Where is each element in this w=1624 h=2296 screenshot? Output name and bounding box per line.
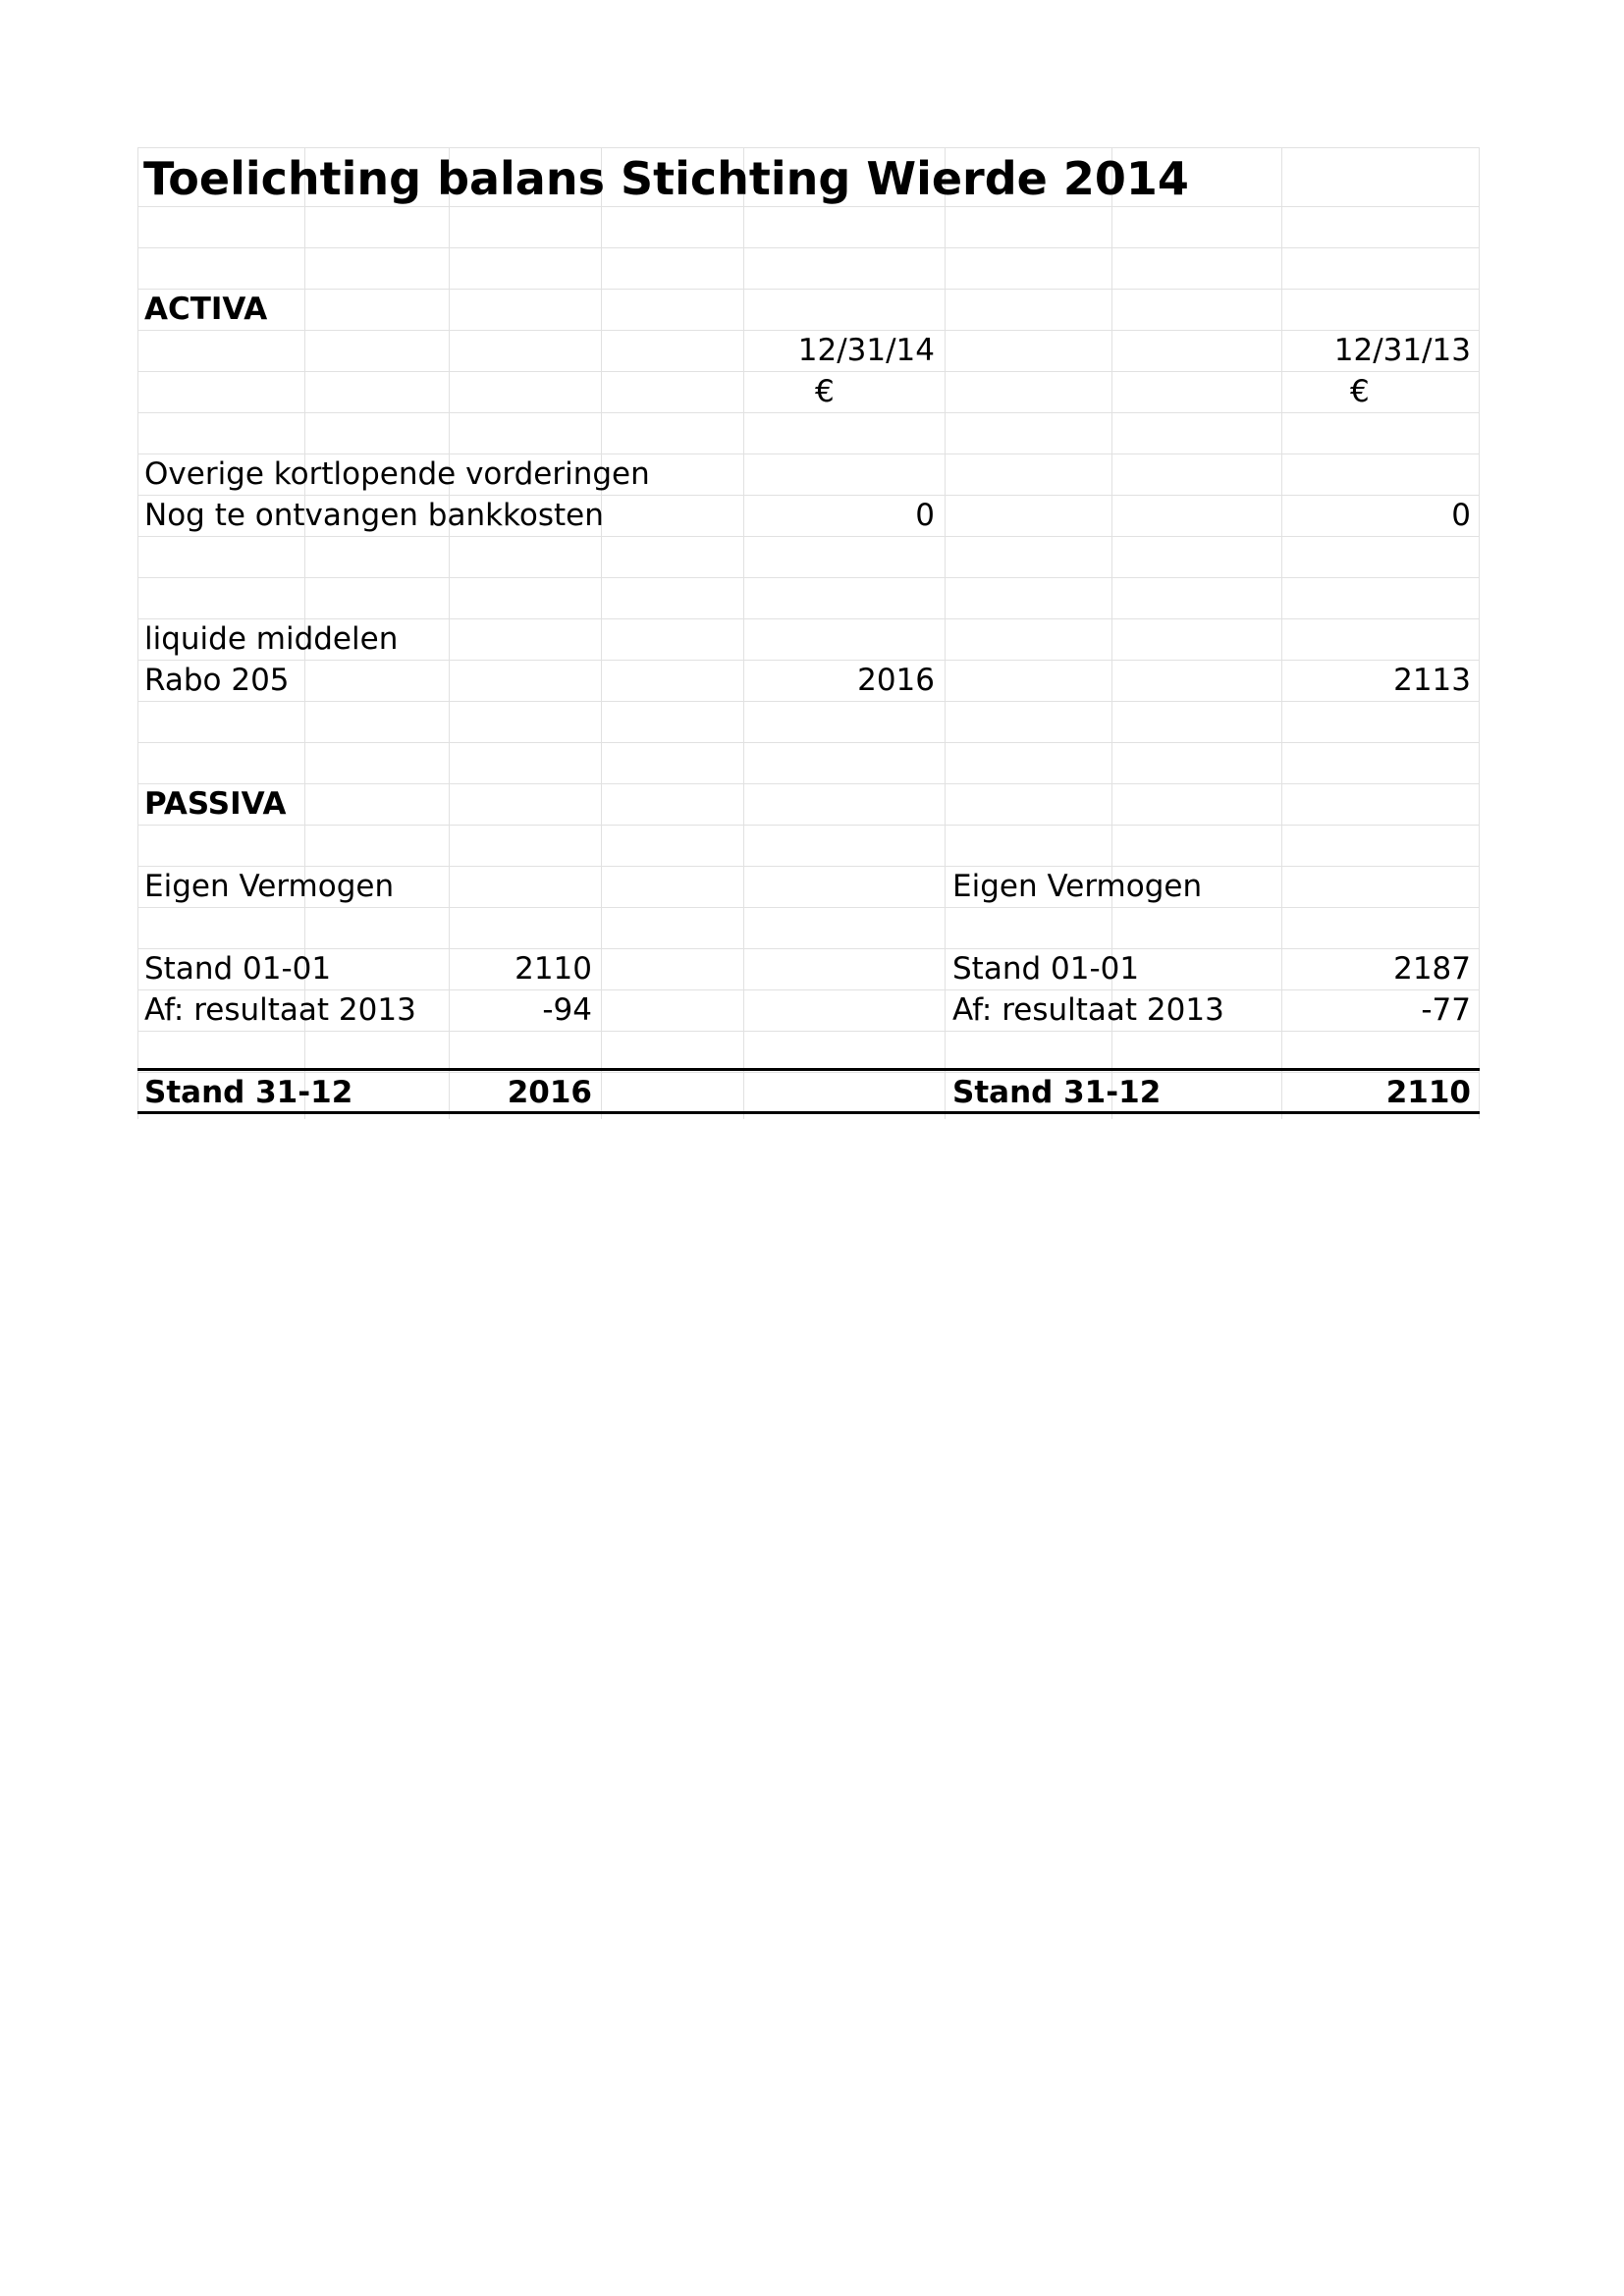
liquid-heading: liquide middelen [144,621,399,657]
closing-label-2014: Stand 31-12 [144,1075,353,1110]
grid-line [137,825,1480,826]
grid-line [1479,147,1480,1119]
activa-heading: ACTIVA [144,292,268,327]
currency-2013: € [1350,374,1370,409]
grid-line [601,147,602,1119]
grid-line [137,701,1480,702]
grid-line [137,289,1480,290]
result-label-2014: Af: resultaat 2013 [144,992,416,1028]
liquid-value-2013: 2113 [1393,663,1471,698]
total-border-top [137,1068,1480,1071]
grid-line [137,536,1480,537]
closing-value-2014: 2016 [507,1075,592,1110]
currency-2014: € [815,374,835,409]
grid-line [137,948,1480,949]
equity-heading-2013: Eigen Vermogen [952,869,1203,904]
page-title: Toelichting balans Stichting Wierde 2014 [143,152,1189,205]
date-2013: 12/31/13 [1333,333,1471,368]
opening-value-2014: 2110 [514,951,592,987]
passiva-heading: PASSIVA [144,786,287,822]
grid-line [137,247,1480,248]
grid-line [137,577,1480,578]
result-label-2013: Af: resultaat 2013 [952,992,1224,1028]
liquid-value-2014: 2016 [857,663,935,698]
liquid-label: Rabo 205 [144,663,290,698]
grid-line [137,147,138,1119]
spreadsheet [137,147,1480,1119]
opening-label-2013: Stand 01-01 [952,951,1140,987]
receivables-value-2014: 0 [915,498,935,533]
closing-label-2013: Stand 31-12 [952,1075,1162,1110]
grid-line [743,147,744,1119]
grid-line [137,147,1480,148]
result-value-2014: -94 [542,992,592,1028]
grid-line [137,371,1480,372]
equity-heading-2014: Eigen Vermogen [144,869,395,904]
opening-value-2013: 2187 [1393,951,1471,987]
result-value-2013: -77 [1421,992,1471,1028]
closing-value-2013: 2110 [1385,1075,1471,1110]
grid-line [137,742,1480,743]
grid-line [137,1031,1480,1032]
grid-line [137,412,1480,413]
receivables-label: Nog te ontvangen bankkosten [144,498,604,533]
opening-label-2014: Stand 01-01 [144,951,332,987]
grid-line [137,783,1480,784]
date-2014: 12/31/14 [797,333,935,368]
grid-line [945,147,946,1119]
receivables-value-2013: 0 [1451,498,1471,533]
receivables-heading: Overige kortlopende vorderingen [144,456,650,492]
grid-line [137,907,1480,908]
